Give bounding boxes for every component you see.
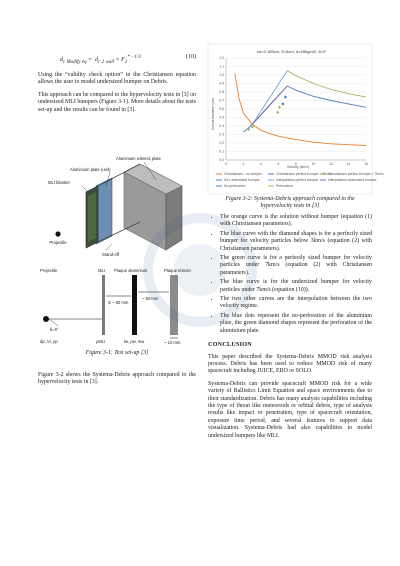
label-witness-plate: Aluminium witness plate <box>116 156 161 161</box>
legend-entry: Christiansen perfect bumper < 3km/s <box>276 172 332 176</box>
legend-entry: Christiansen - no bumper <box>224 172 263 176</box>
figure-3-2-caption-line2: hypervelocity tests in [3] <box>260 203 320 209</box>
x-tick-label: 12 <box>329 162 333 166</box>
no-perforation-point <box>284 96 287 99</box>
paragraph-figure-3-2-intro: Figure 3-2 shows the Systema-Debris approach compared to the hypervelocity tests in [3]. <box>38 372 196 386</box>
figure-3-2-caption-line1: Figure 3-2: Systema-Debris approach compared to the <box>225 196 355 202</box>
bullet-item: • The blue curve is for the undersized bumper for velocity particles under 7km/s (equation (10)). <box>220 279 372 294</box>
y-tick-label: 0.3 <box>219 132 224 137</box>
y-tick-label: 0.6 <box>219 107 224 112</box>
label-projectile: Projectile <box>49 240 67 245</box>
dim-gap: ~ 50 mm <box>142 296 159 301</box>
schem-projectile-params: dp, Vi, ρp <box>40 339 58 344</box>
figure-3-2-chart <box>208 44 384 194</box>
schem-plaque-temoin-label: Plaque témoin <box>164 268 191 273</box>
legend-entry: MLI undersized bumper <box>224 178 260 182</box>
label-standoff: Stand-off <box>102 252 119 257</box>
y-tick-label: 0.1 <box>219 149 224 154</box>
y-tick-label: 0.0 <box>219 158 224 163</box>
bullet-item: • The orange curve is the solution without bumper (equation (1) with Christiansen parameters). <box>220 214 372 229</box>
label-mli-blanket: MLI blanket <box>48 180 70 185</box>
schem-plate-params: tw, ρw, mw <box>124 339 145 344</box>
paragraph-validity-check: Using the “validity check option” in the Christiansen equation allows the user to model undersized bumper on Debris. <box>38 72 196 86</box>
conclusion-paragraph-2: Systema-Debris can provide spacecraft MMOD risk for a wide variety of Ballistics Limit Equation and space environments due to their standardization. Debris has many analysis capabilities including the type of threat like meteoroids or orbital debris, type of analysis results like impact or penetration, type of spacecraft orientation, exposure time period, and several features to support data visualization. Systema-Debris had also capabilities to model undersized bumpers like MLI. <box>208 380 372 439</box>
x-tick-label: 6 <box>277 162 280 166</box>
y-axis-label: Critical diameter (cm) <box>211 97 215 131</box>
y-tick-label: 0.7 <box>219 98 224 103</box>
y-tick-label: 1.0 <box>219 73 224 78</box>
legend-entry: Christiansen perfect bumper < 7km/s <box>328 172 384 176</box>
schem-plaque-al-label: Plaque aluminium <box>114 268 148 273</box>
y-tick-label: 0.9 <box>219 81 224 86</box>
conclusion-heading: CONCLUSION <box>208 341 252 349</box>
x-tick-label: 2 <box>242 162 245 166</box>
label-aluminium-plate: Aluminium plate (unit) <box>70 167 111 172</box>
schem-theta: θ=0° <box>50 327 59 332</box>
schem-mli-density: ρMLI <box>96 339 106 344</box>
x-tick-label: 10 <box>311 162 316 166</box>
legend-entry: Interpolation perfect bumper <box>276 178 319 182</box>
figure-3-2-caption <box>208 196 372 210</box>
y-tick-label: 0.4 <box>219 124 224 129</box>
equation-number: (10) <box>186 54 196 60</box>
bullet-item: • The green curve is for a perfectly sized bumper for velocity particles under 7km/s (equation (2) with Christiansen parameters). <box>220 255 372 277</box>
no-perforation-point <box>282 103 285 106</box>
legend-entry: No perforation <box>224 184 246 188</box>
bullet-item: • The two other curves are the interpolation between the two velocity regime. <box>220 296 372 311</box>
legend-entry: Perforation <box>276 184 293 188</box>
x-tick-label: 0 <box>225 162 227 166</box>
y-tick-label: 1.2 <box>219 56 224 61</box>
x-axis-label: Velocity (km/s) <box>286 165 310 169</box>
right-column-text <box>208 214 372 445</box>
dim-standoff: S ~ 50 mm <box>108 300 129 305</box>
test-setup-schematic <box>36 266 198 346</box>
conclusion-paragraph-1: This paper described the Systema-Debris MMOD risk analysis process. Debris has been used to reduce MMOD risk of many spacecraft including JUICE, ERO or SOLO. <box>208 353 372 375</box>
chart-explanation-list <box>208 214 372 335</box>
test-setup-photo <box>36 152 198 264</box>
y-tick-label: 0.2 <box>219 141 224 146</box>
figure-3-1-caption: Figure 3-1: Test set-up [3] <box>85 350 149 356</box>
legend-entry: Interpolation undersized bumper <box>328 178 377 182</box>
y-tick-label: 0.5 <box>219 115 224 120</box>
chart-title: tw=0.105cm, S=5cm, d=496g/m2, θ=0° <box>257 49 327 54</box>
x-tick-label: 14 <box>346 162 351 166</box>
bullet-item: • The blue dots represent the no-perforation of the aluminium plate, the green diamond shapes represent the perforation of the aluminium plate. <box>220 313 372 335</box>
dim-thickness: ~ 10 mm <box>164 340 181 345</box>
left-column <box>38 52 196 119</box>
schem-mli-label: MLI <box>98 268 105 273</box>
x-tick-label: 16 <box>364 162 368 166</box>
x-tick-label: 4 <box>260 162 262 166</box>
equation-10: $d_{c Modify eq} = d_{c 2 wall} \times F_2^{* -1/3}$ (10) <box>60 54 196 66</box>
y-tick-label: 0.8 <box>219 90 224 95</box>
paragraph-comparison: This approach can be compared to the hypervelocity tests in [3] on undersized MLI bumpers (Figure 3-1). More details about the tests set-up and the results can be found in [3]. <box>38 91 196 113</box>
schem-projectile-label: Projectile <box>40 268 58 273</box>
x-tick-label: 8 <box>295 162 297 166</box>
left-column-bottom <box>38 372 196 392</box>
bullet-item: • The blue curve with the diamond shapes is for a perfectly sized bumper for velocity particles below 3km/s (equation (2) with Christiansen parameters). <box>220 231 372 253</box>
y-tick-label: 1.1 <box>219 64 224 69</box>
